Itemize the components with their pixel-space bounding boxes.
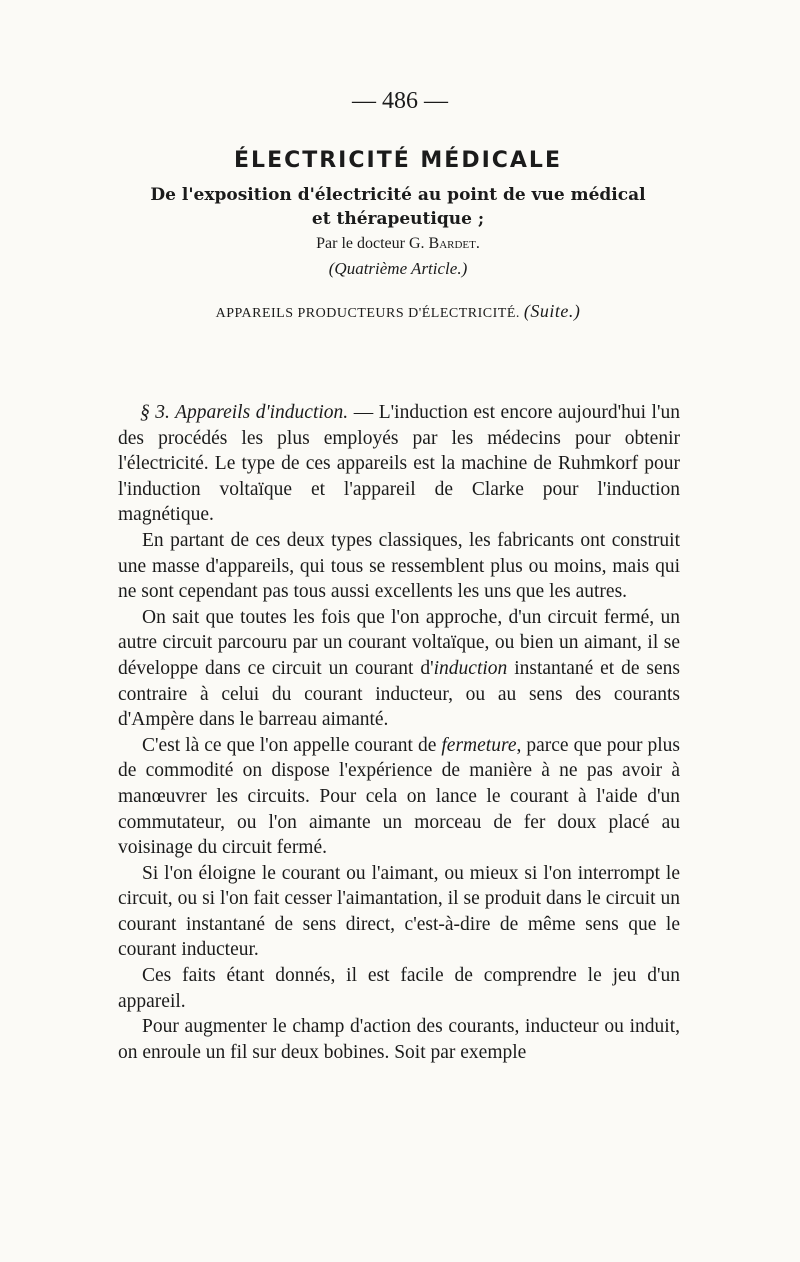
paragraph-1 (118, 400, 680, 528)
paragraph-heading: § 3. Appareils d'induction. (140, 402, 349, 423)
page-number: — 486 — (352, 88, 448, 114)
paragraph-1-text: — L'induction est encore aujourd'hui l'un des procédés les plus employés par les médecins pour obtenir l'électricité. Le type de ces appareils est la machine de Ruhmkorf pour l'induction voltaïque et l'appareil de Clarke pour l'induction magnétique. (118, 402, 680, 526)
paragraph-3-text-b: instantané et de sens contraire à celui du courant inducteur, ou au sens des courants d'Ampère dans le barreau aimanté. (118, 657, 681, 731)
paragraph-3-italic: induction (433, 657, 508, 679)
section-title: ÉLECTRICITÉ MÉDICALE (234, 148, 562, 173)
chapter-title: APPAREILS PRODUCTEURS D'ÉLECTRICITÉ. (215, 306, 520, 321)
paragraph-4-text-b: , parce que pour plus de commodité on dispose l'expérience de manière à ne pas avoir à manœuvrer les circuits. Pour cela on lance le courant à l'aide d'un commutateur, ou l'on aimante un morceau de fer doux placé au voisinage du circuit fermé. (118, 734, 680, 859)
subtitle-line-2: et thérapeutique ; (311, 209, 485, 229)
paragraph-3 (118, 605, 680, 733)
paragraph-3-text-a: On sait que toutes les fois que l'on approche, d'un circuit fermé, un autre circuit parcouru par un courant voltaïque, ou bien un aimant, il se développe dans ce circuit un courant d' (118, 606, 680, 679)
article-subtitle (118, 183, 678, 231)
author-line (118, 235, 678, 253)
chapter-suite: (Suite.) (523, 301, 581, 321)
subtitle-line-1: De l'exposition d'électricité au point de vue médical (150, 185, 646, 205)
paragraph-4-text-a: C'est là ce que l'on appelle courant de (142, 734, 442, 756)
chapter-heading (118, 301, 678, 322)
paragraph-6: Ces faits étant donnés, il est facile de comprendre le jeu d'un appareil. (118, 965, 680, 1012)
article-header (118, 140, 678, 322)
article-body (118, 400, 680, 1065)
paragraph-4 (118, 733, 680, 861)
paragraph-4-italic: fermeture (441, 734, 517, 756)
paragraph-2: En partant de ces deux types classiques, les fabricants ont construit une masse d'appareils, qui tous se ressemblent plus ou moins, mais qui ne sont cependant pas tous aussi excellents les uns que les autres. (118, 529, 680, 603)
paragraph-5: Si l'on éloigne le courant ou l'aimant, ou mieux si l'on interrompt le circuit, ou si l'on fait cesser l'aimantation, il se produit dans le circuit un courant instantané de sens direct, c'est-à-dire de même sens que le courant inducteur. (118, 862, 680, 961)
author-prefix: Par le docteur (316, 235, 405, 252)
article-number: (Quatrième Article.) (328, 259, 468, 278)
paragraph-7: Pour augmenter le champ d'action des courants, inducteur ou induit, on enroule un fil sur deux bobines. Soit par exemple (118, 1016, 680, 1063)
author-name: G. Bardet. (408, 235, 480, 252)
